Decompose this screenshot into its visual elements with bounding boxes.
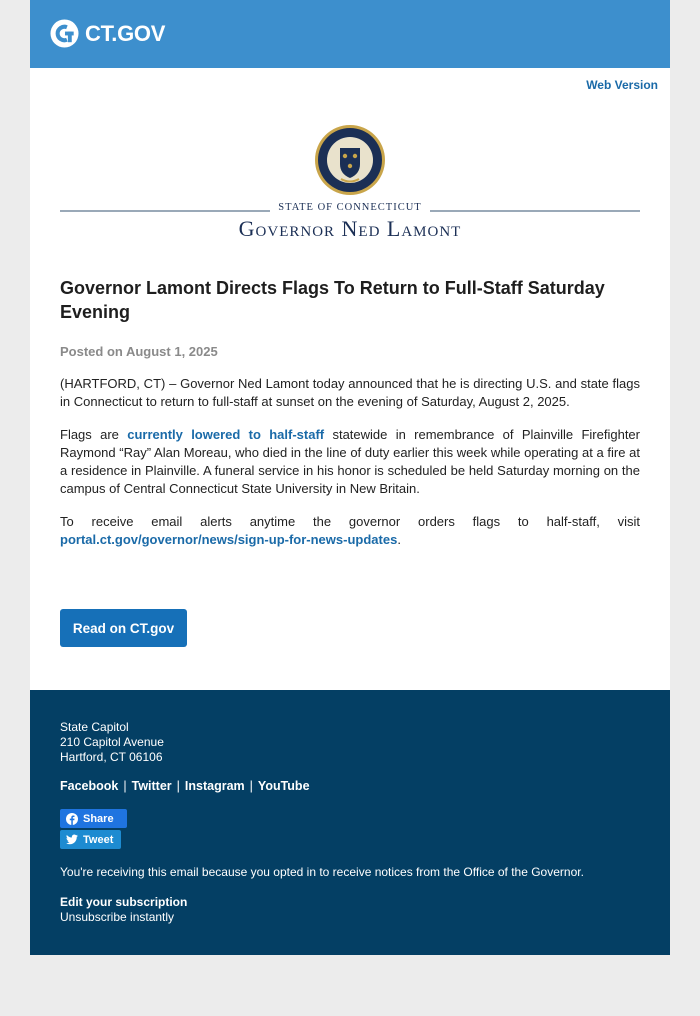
ct-gov-logo[interactable] (50, 19, 165, 48)
social-links (60, 779, 310, 793)
header-bar (30, 0, 670, 68)
address-line: 210 Capitol Avenue (60, 735, 164, 749)
tweet-button[interactable] (60, 830, 121, 849)
read-on-ctgov-button[interactable]: Read on CT.gov (60, 609, 187, 647)
paragraph-2-lead: Flags are (60, 427, 128, 442)
banner-state: STATE OF CONNECTICUT (278, 202, 422, 213)
youtube-link[interactable]: YouTube (257, 779, 310, 793)
article-title: Governor Lamont Directs Flags To Return to Full-Staff Saturday Evening (60, 278, 605, 322)
web-version-link[interactable]: Web Version (586, 78, 658, 92)
paragraph-2 (60, 426, 640, 498)
social-separator: | (123, 779, 127, 793)
paragraph-3 (60, 513, 640, 549)
share-label: Share (83, 812, 114, 825)
footer (30, 690, 670, 955)
instagram-link[interactable]: Instagram (184, 779, 245, 793)
opt-in-notice: You're receiving this email because you opted in to receive notices from the Office of the Governor. (60, 865, 584, 879)
facebook-icon (66, 813, 78, 825)
signup-link[interactable]: portal.ct.gov/governor/news/sign-up-for-news-updates (60, 532, 398, 547)
twitter-bird-icon (66, 834, 78, 845)
address-line: State Capitol (60, 720, 129, 734)
twitter-link[interactable]: Twitter (131, 779, 172, 793)
facebook-link[interactable]: Facebook (60, 779, 119, 793)
edit-subscription-link[interactable]: Edit your subscription (60, 895, 188, 909)
posted-date: Posted on August 1, 2025 (60, 344, 218, 359)
paragraph-2-rest: statewide in remembrance of Plainville Firefighter Raymond “Ray” Alan Moreau, who died in the line of duty earlier this week while operating at a fire at a residence in Plainville. A funeral service in his honor is scheduled be held Saturday morning on the campus of Central Connecticut State University in New Britain. (60, 427, 640, 496)
social-separator: | (176, 779, 180, 793)
paragraph-3-lead: To receive email alerts anytime the governor orders flags to half-staff, visit (60, 514, 640, 529)
governor-seal-icon (314, 124, 386, 196)
social-separator: | (249, 779, 253, 793)
half-staff-link[interactable]: currently lowered to half-staff (127, 427, 325, 442)
tweet-label: Tweet (83, 833, 114, 846)
unsubscribe-link[interactable]: Unsubscribe instantly (60, 910, 175, 924)
banner-governor: Governor Ned Lamont (238, 216, 462, 241)
email-body (30, 68, 670, 690)
address-line: Hartford, CT 06106 (60, 750, 163, 764)
paragraph-1: (HARTFORD, CT) – Governor Ned Lamont today announced that he is directing U.S. and state flags in Connecticut to return to full-staff at sunset on the evening of Saturday, August 2, 2025. (60, 376, 640, 409)
facebook-share-button[interactable] (60, 809, 127, 828)
email-container (30, 0, 670, 955)
ct-logo-icon (50, 19, 79, 48)
logo-text: CT.GOV (85, 20, 166, 46)
address-block (60, 720, 164, 765)
subscription-links (60, 895, 187, 925)
governor-banner (60, 200, 640, 240)
paragraph-3-end: . (397, 532, 401, 547)
